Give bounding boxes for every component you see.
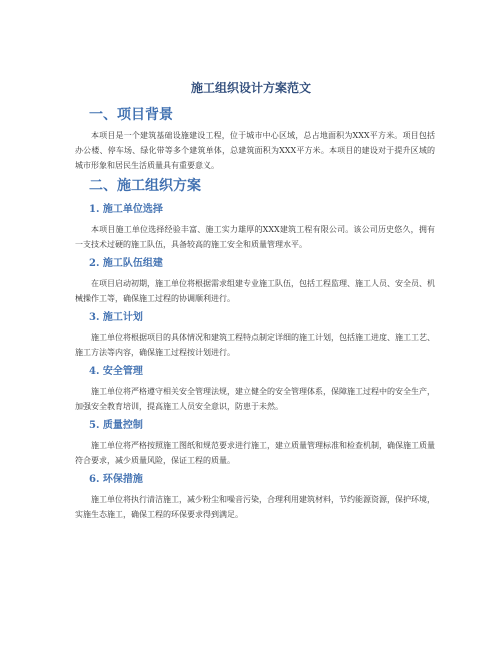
subsection-paragraph-environmental-measures: 施工单位将执行清洁施工，减少粉尘和噪音污染，合理利用建筑材料，节约能源资源，保护环境，实施生态施工，确保工程的环保要求得到满足。 xyxy=(75,495,435,519)
subsection-paragraph-team-formation: 在项目启动初期，施工单位将根据需求组建专业施工队伍，包括工程监理、施工人员、安全员、机械操作工等，确保施工过程的协调顺利进行。 xyxy=(75,279,435,303)
subsection-heading-environmental-measures: 6. 环保措施 xyxy=(89,474,143,485)
subsection-paragraph-safety-management: 施工单位将严格遵守相关安全管理法规，建立健全的安全管理体系，保障施工过程中的安全生产，加强安全教育培训，提高施工人员安全意识，防患于未然。 xyxy=(75,387,435,411)
subsection-heading-contractor-selection: 1. 施工单位选择 xyxy=(89,204,163,215)
section-paragraph-project-background: 本项目是一个建筑基础设施建设工程，位于城市中心区域，总占地面积为XXX平方米。项目包括办公楼、停车场、绿化带等多个建筑单体，总建筑面积为XXX平方米。本项目的建设对于提升区域的城市形象和居民生活质量具有重要意义。 xyxy=(75,131,435,170)
subsection-heading-safety-management: 4. 安全管理 xyxy=(89,366,143,377)
subsection-paragraph-contractor-selection: 本项目施工单位选择经验丰富、施工实力雄厚的XXX建筑工程有限公司。该公司历史悠久，拥有一支技术过硬的施工队伍，具备较高的施工安全和质量管理水平。 xyxy=(75,225,435,249)
section-heading-construction-plan: 二、施工组织方案 xyxy=(89,178,201,194)
subsection-paragraph-quality-control: 施工单位将严格按照施工图纸和规范要求进行施工，建立质量管理标准和检查机制，确保施工质量符合要求，减少质量风险，保证工程的质量。 xyxy=(75,441,435,465)
subsection-paragraph-construction-schedule: 施工单位将根据项目的具体情况和建筑工程特点制定详细的施工计划，包括施工进度、施工工艺、施工方法等内容，确保施工过程按计划进行。 xyxy=(75,333,435,357)
subsection-heading-construction-schedule: 3. 施工计划 xyxy=(89,312,143,323)
section-heading-project-background: 一、项目背景 xyxy=(89,107,173,123)
subsection-heading-team-formation: 2. 施工队伍组建 xyxy=(89,258,163,269)
document-title: 施工组织设计方案范文 xyxy=(190,81,311,95)
subsection-heading-quality-control: 5. 质量控制 xyxy=(89,420,143,431)
